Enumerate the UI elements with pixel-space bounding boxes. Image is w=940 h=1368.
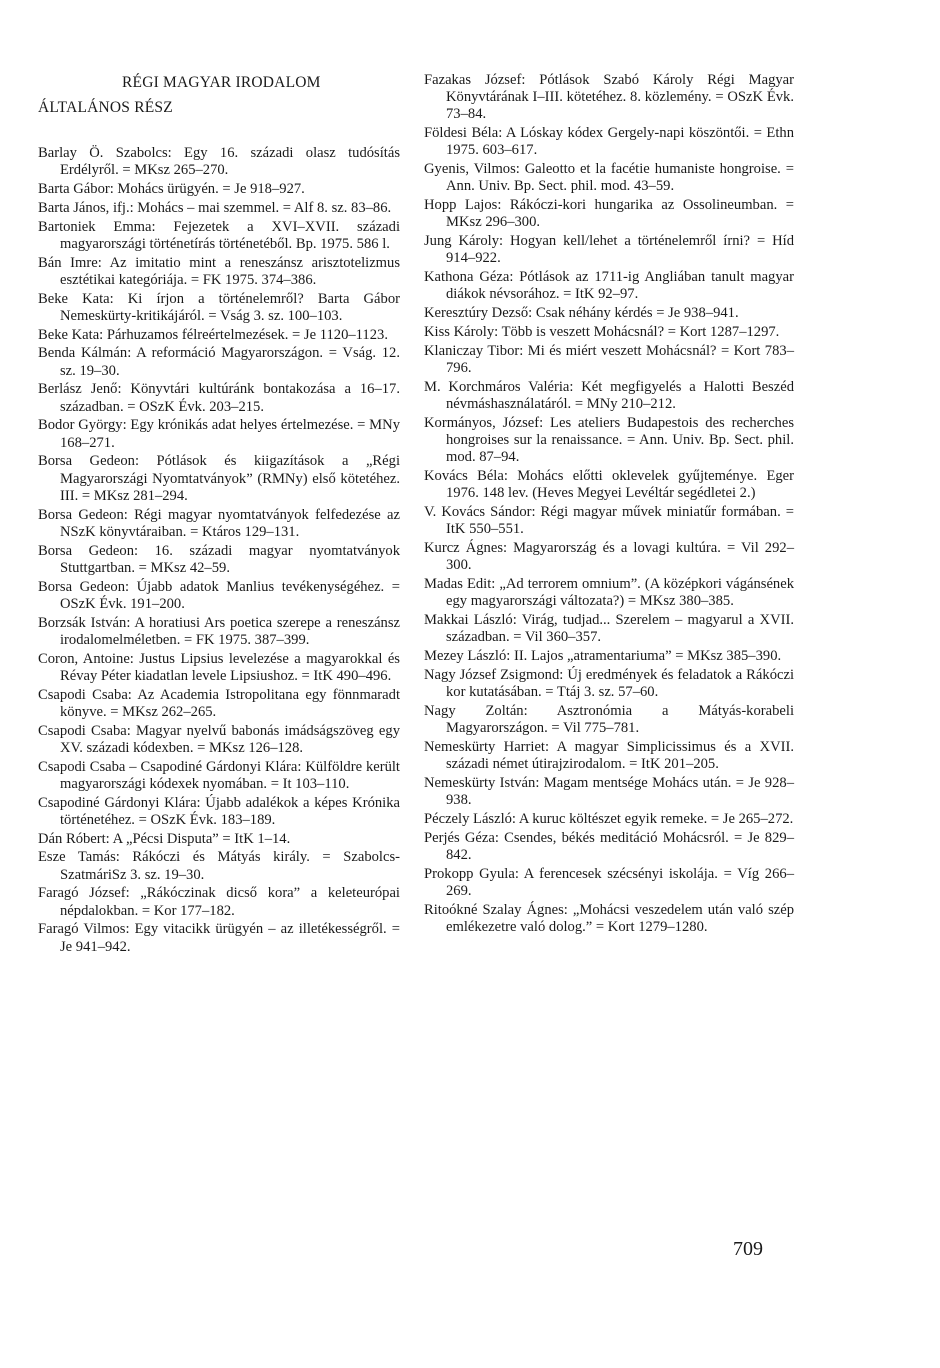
section-title: RÉGI MAGYAR IRODALOM	[122, 74, 321, 91]
bibliography-entry: Csapodi Csaba: Magyar nyelvű babonás imádságszöveg egy XV. századi kódexben. = MKsz 126–128.	[38, 722, 400, 756]
bibliography-entry: Csapodiné Gárdonyi Klára: Újabb adalékok a képes Krónika történetéhez. = OSzK Évk. 183–189.	[38, 794, 400, 828]
bibliography-entry: Kormányos, József: Les ateliers Budapestois des recherches hongroises sur la renaissance. = Ann. Univ. Bp. Sect. phil. mod. 87–94.	[424, 414, 794, 466]
bibliography-entry: Bán Imre: Az imitatio mint a reneszánsz arisztotelizmus esztétikai kategóriája. = FK 1975. 374–386.	[38, 254, 400, 288]
bibliography-entry: Barta Gábor: Mohács ürügyén. = Je 918–927.	[38, 181, 305, 197]
bibliography-entry: Ritoókné Szalay Ágnes: „Mohácsi veszedelem után való szép emlékezetre való dolog.” = Kort 1279–1280.	[424, 901, 794, 935]
bibliography-entry: Dán Róbert: A „Pécsi Disputa” = ItK 1–14.	[38, 830, 291, 847]
bibliography-entry: V. Kovács Sándor: Régi magyar művek miniatűr formában. = ItK 550–551.	[424, 504, 794, 538]
bibliography-entry: Faragó József: „Rákóczinak dicső kora” a keleteurópai népdalokban. = Kor 177–182.	[38, 885, 400, 919]
bibliography-entry: Nemeskürty István: Magam mentsége Mohács után. = Je 928–938.	[424, 774, 794, 808]
page-number: 709	[733, 1238, 763, 1260]
bibliography-entry: Barlay Ö. Szabolcs: Egy 16. századi olasz tudósítás Erdélyről. = MKsz 265–270.	[38, 145, 400, 179]
bibliography-entry: Esze Tamás: Rákóczi és Mátyás király. = Szabolcs-SzatmáriSz 3. sz. 19–30.	[38, 849, 400, 883]
bibliography-entry: Kathona Géza: Pótlások az 1711-ig Angliában tanult magyar diákok névsorához. = ItK 92–97.	[424, 269, 794, 303]
bibliography-entry: Nagy József Zsigmond: Új eredmények és feladatok a Rákóczi kor kutatásában. = Ttáj 3. sz. 57–60.	[424, 666, 794, 700]
bibliography-entry: Bodor György: Egy krónikás adat helyes értelmezése. = MNy 168–271.	[38, 417, 400, 451]
bibliography-entry: Faragó Vilmos: Egy vitacikk ürügyén – az illetékességről. = Je 941–942.	[38, 921, 400, 955]
bibliography-entry: Borsa Gedeon: Pótlások és kiigazítások a „Régi Magyarországi Nyomtatványok” (RMNy) első kötetéhez. III. = MKsz 281–294.	[38, 453, 400, 504]
bibliography-entry: Borsa Gedeon: Újabb adatok Manlius tevékenységéhez. = OSzK Évk. 191–200.	[38, 578, 400, 612]
bibliography-entry: Borsa Gedeon: Régi magyar nyomtatványok felfedezése az NSzK könyvtáraiban. = Ktáros 129–131.	[38, 506, 400, 540]
bibliography-entry: Kurcz Ágnes: Magyarország és a lovagi kultúra. = Vil 292–300.	[424, 540, 794, 574]
right-column	[424, 72, 794, 938]
bibliography-entry: Jung Károly: Hogyan kell/lehet a történelemről írni? = Híd 914–922.	[424, 233, 794, 267]
bibliography-entry: Makkai László: Virág, tudjad... Szerelem – magyarul a XVII. században. = Vil 360–357.	[424, 612, 794, 646]
bibliography-entry: Hopp Lajos: Rákóczi-kori hungarika az Ossolineumban. = MKsz 296–300.	[424, 197, 794, 231]
bibliography-entry: Kiss Károly: Több is veszett Mohácsnál? = Kort 1287–1297.	[424, 324, 780, 340]
left-column	[38, 145, 400, 957]
bibliography-entry: Bartoniek Emma: Fejezetek a XVI–XVII. századi magyarországi történetírás történetéből. Bp. 1975. 586 l.	[38, 218, 400, 252]
bibliography-entry: Keresztúry Dezső: Csak néhány kérdés = Je 938–941.	[424, 305, 739, 322]
bibliography-entry: Borzsák István: A horatiusi Ars poetica szerepe a reneszánsz irodalomelméletben. = FK 1975. 387–399.	[38, 614, 400, 648]
bibliography-entry: Berlász Jenő: Könyvtári kultúránk bontakozása a 16–17. században. = OSzK Évk. 203–215.	[38, 381, 400, 415]
bibliography-entry: Perjés Géza: Csendes, békés meditáció Mohácsról. = Je 829–842.	[424, 829, 794, 863]
bibliography-entry: Gyenis, Vilmos: Galeotto et la facétie humaniste hongroise. = Ann. Univ. Bp. Sect. phil. mod. 43–59.	[424, 161, 794, 195]
bibliography-entry: Nagy Zoltán: Asztronómia a Mátyás-korabeli Magyarországon. = Vil 775–781.	[424, 702, 794, 736]
bibliography-entry: Coron, Antoine: Justus Lipsius levelezése a magyarokkal és Révay Péter kiadatlan levele Lipsiushoz. = ItK 490–496.	[38, 650, 400, 684]
bibliography-entry: Nemeskürty Harriet: A magyar Simplicissimus és a XVII. századi német útirajzirodalom. = ItK 201–205.	[424, 738, 794, 772]
bibliography-entry: Benda Kálmán: A reformáció Magyarországon. = Vság. 12. sz. 19–30.	[38, 345, 400, 379]
bibliography-entry: Csapodi Csaba: Az Academia Istropolitana egy fönnmaradt könyve. = MKsz 262–265.	[38, 686, 400, 720]
bibliography-entry: Kovács Béla: Mohács előtti oklevelek gyűjteménye. Eger 1976. 148 lev. (Heves Megyei Levéltár segédletei 2.)	[424, 468, 794, 502]
bibliography-entry: Fazakas József: Pótlások Szabó Károly Régi Magyar Könyvtárának I–III. kötetéhez. 8. közlemény. = OSzK Évk. 73–84.	[424, 72, 794, 123]
bibliography-entry: Beke Kata: Párhuzamos félreértelmezések. = Je 1120–1123.	[38, 326, 388, 343]
bibliography-entry: Prokopp Gyula: A ferencesek szécsényi iskolája. = Víg 266–269.	[424, 865, 794, 899]
bibliography-entry: Beke Kata: Ki írjon a történelemről? Barta Gábor Nemeskürty-kritikájáról. = Vság 3. sz. 100–103.	[38, 290, 400, 324]
bibliography-entry: Mezey László: II. Lajos „atramentariuma” = MKsz 385–390.	[424, 648, 782, 664]
bibliography-entry: Péczely László: A kuruc költészet egyik remeke. = Je 265–272.	[424, 810, 794, 827]
subsection-title: ÁLTALÁNOS RÉSZ	[38, 99, 173, 116]
bibliography-entry: Barta János, ifj.: Mohács – mai szemmel. = Alf 8. sz. 83–86.	[38, 199, 392, 216]
bibliography-entry: Borsa Gedeon: 16. századi magyar nyomtatványok Stuttgartban. = MKsz 42–59.	[38, 542, 400, 576]
bibliography-entry: Földesi Béla: A Lóskay kódex Gergely-napi köszöntői. = Ethn 1975. 603–617.	[424, 125, 794, 159]
bibliography-entry: Klaniczay Tibor: Mi és miért veszett Mohácsnál? = Kort 783–796.	[424, 342, 794, 376]
bibliography-entry: Madas Edit: „Ad terrorem omnium”. (A középkori vágánsének egy magyarországi változata?) = MKsz 380–385.	[424, 576, 794, 610]
bibliography-entry: Csapodi Csaba – Csapodiné Gárdonyi Klára: Külföldre került magyarországi kódexek nyomában. = It 103–110.	[38, 758, 400, 792]
bibliography-entry: M. Korchmáros Valéria: Két megfigyelés a Halotti Beszéd névmáshasználatáról. = MNy 210–212.	[424, 378, 794, 412]
